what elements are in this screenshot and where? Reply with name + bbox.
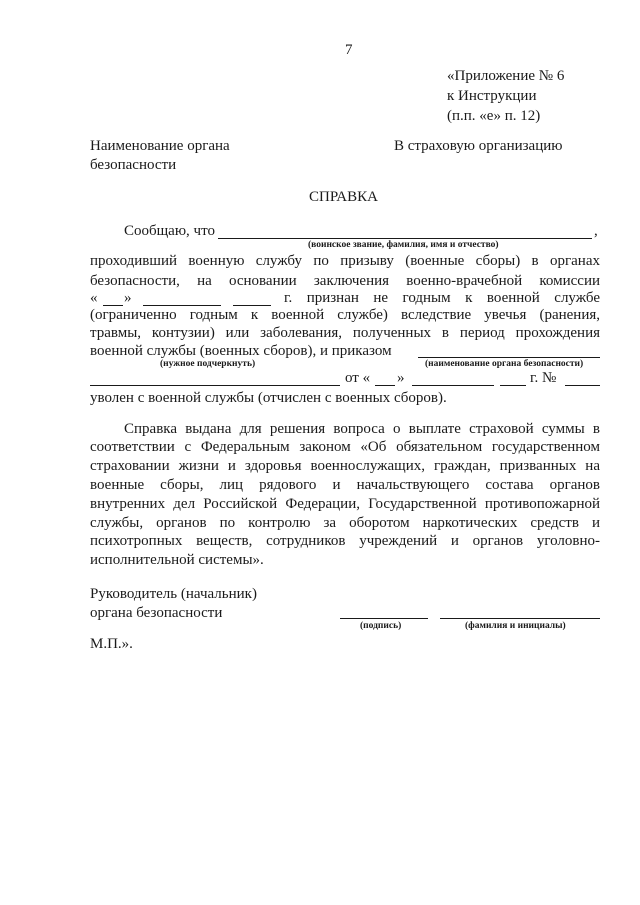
order-from-text: от «	[345, 370, 371, 386]
body-line-9: уволен с военной службы (отчислен с военных сборов).	[90, 390, 447, 406]
stamp-place: М.П.».	[90, 636, 133, 652]
body-line-4: г. признан не годным к военной службе	[284, 290, 600, 306]
body-line-6: травмы, контузии) или заболевания, полученных в период прохождения	[90, 325, 600, 341]
sender-line-2: безопасности	[90, 157, 177, 173]
body-line-5: (ограниченно годным к военной службе) вследствие увечья (ранения,	[90, 307, 600, 323]
hint-signature-name: (фамилия и инициалы)	[465, 621, 566, 631]
hint-underline: (нужное подчеркнуть)	[160, 359, 256, 369]
appendix-line-3: (п.п. «е» п. 12)	[447, 108, 541, 124]
para2-line-6: службы, органов по контролю за оборотом наркотических средств и	[90, 515, 600, 531]
sender-line-1: Наименование органа	[90, 138, 230, 154]
order-quote-close: »	[397, 370, 405, 386]
date-quote-open: «	[90, 290, 98, 306]
order-day-field-line	[375, 385, 395, 386]
hint-org: (наименование органа безопасности)	[425, 359, 584, 369]
signature-name-field-line	[440, 618, 600, 619]
hint-name: (воинское звание, фамилия, имя и отчество)	[308, 240, 499, 250]
document-title: СПРАВКА	[309, 189, 378, 205]
name-field-line	[218, 238, 592, 239]
page-number: 7	[345, 42, 353, 58]
year-field-line	[233, 305, 271, 306]
recipient: В страховую организацию	[394, 138, 563, 154]
order-org-field-line	[418, 357, 600, 358]
signature-field-line	[340, 618, 428, 619]
para2-line-3: страховании жизни и здоровья военнослужащих, граждан, призванных на	[90, 458, 600, 474]
order-number-label: г. №	[530, 370, 557, 386]
signature-role-line-2: органа безопасности	[90, 605, 223, 621]
order-number-field-line	[565, 385, 600, 386]
intro-text: Сообщаю, что	[124, 223, 215, 239]
appendix-line-1: «Приложение № 6	[447, 68, 565, 84]
appendix-line-2: к Инструкции	[447, 88, 537, 104]
date-quote-close: »	[124, 290, 132, 306]
para2-line-2: соответствии с Федеральным законом «Об обязательном государственном	[90, 439, 600, 455]
order-month-field-line	[412, 385, 494, 386]
hint-signature: (подпись)	[360, 621, 402, 631]
para2-line-4: военные сборы, лиц рядового и начальствующего состава органов	[90, 477, 600, 493]
signature-role-line-1: Руководитель (начальник)	[90, 586, 257, 602]
order-year-field-line	[500, 385, 526, 386]
intro-comma: ,	[594, 223, 598, 239]
order-org-field-line-2	[90, 385, 340, 386]
day-field-line	[103, 305, 123, 306]
para2-line-8: исполнительной системы».	[90, 552, 264, 568]
body-line-3: безопасности, на основании заключения военно-врачебной комиссии	[90, 273, 600, 289]
para2-line-1: Справка выдана для решения вопроса о выплате страховой суммы в	[124, 421, 600, 437]
para2-line-7: психотропных веществ, сотрудников учреждений и органов уголовно-	[90, 533, 600, 549]
body-line-7: военной службы (военных сборов), и приказом	[90, 343, 392, 359]
body-line-2: проходивший военную службу по призыву (военные сборы) в органах	[90, 253, 600, 269]
para2-line-5: внутренних дел Российской Федерации, Государственной противопожарной	[90, 496, 600, 512]
month-field-line	[143, 305, 221, 306]
